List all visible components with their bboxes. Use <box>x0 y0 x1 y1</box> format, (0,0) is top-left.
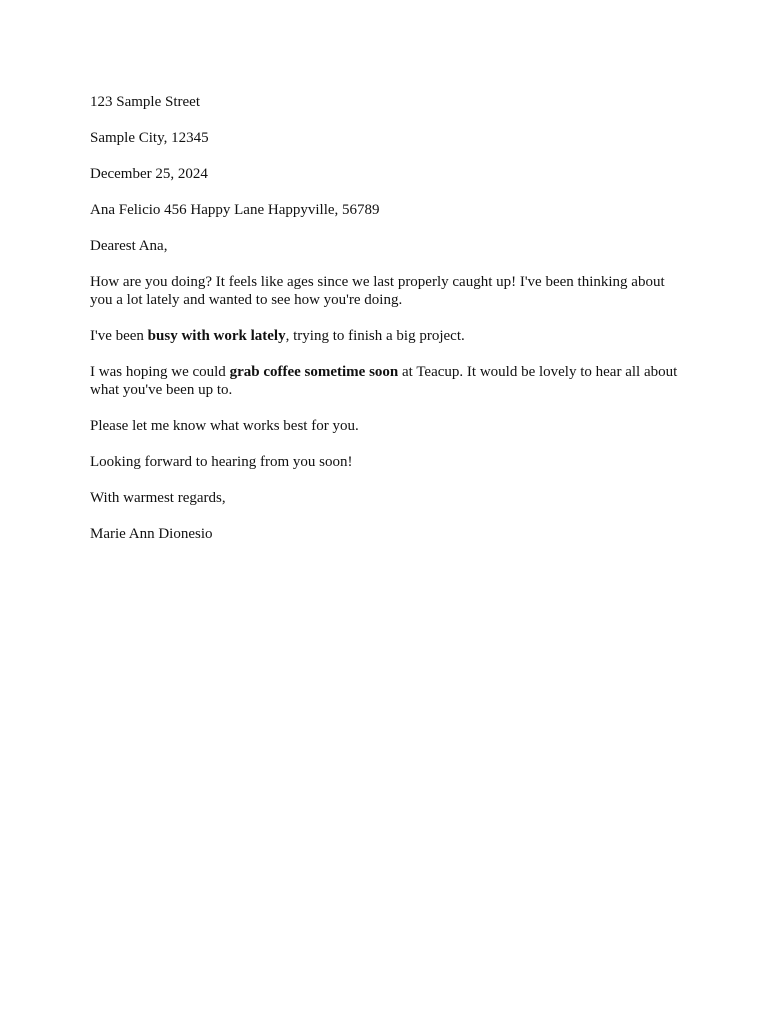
paragraph-2-text-end: , trying to finish a big project. <box>285 328 465 344</box>
body-paragraph-3 <box>90 363 680 399</box>
salutation: Dearest Ana, <box>90 238 168 254</box>
recipient-address: Ana Felicio 456 Happy Lane Happyville, 56789 <box>90 202 380 218</box>
body-paragraph-2 <box>90 327 680 345</box>
paragraph-2-bold-phrase: busy with work lately <box>147 328 286 344</box>
closing: With warmest regards, <box>90 490 226 506</box>
sender-street: 123 Sample Street <box>90 94 200 110</box>
paragraph-2-text-start: I've been <box>90 328 148 344</box>
paragraph-3-text-end: at Teacup. It would be lovely to hear all about what you've been up to. <box>90 364 678 398</box>
body-paragraph-1: How are you doing? It feels like ages since we last properly caught up! I've been thinking about you a lot lately and wanted to see how you're doing. <box>90 274 665 308</box>
signature: Marie Ann Dionesio <box>90 526 213 542</box>
sender-city: Sample City, 12345 <box>90 130 209 146</box>
paragraph-3-bold-phrase: grab coffee sometime soon <box>229 364 399 380</box>
body-paragraph-5: Looking forward to hearing from you soon! <box>90 454 353 470</box>
letter-date: December 25, 2024 <box>90 166 208 182</box>
paragraph-3-text-start: I was hoping we could <box>90 364 230 380</box>
letter-document <box>90 93 680 561</box>
body-paragraph-4: Please let me know what works best for you. <box>90 418 359 434</box>
